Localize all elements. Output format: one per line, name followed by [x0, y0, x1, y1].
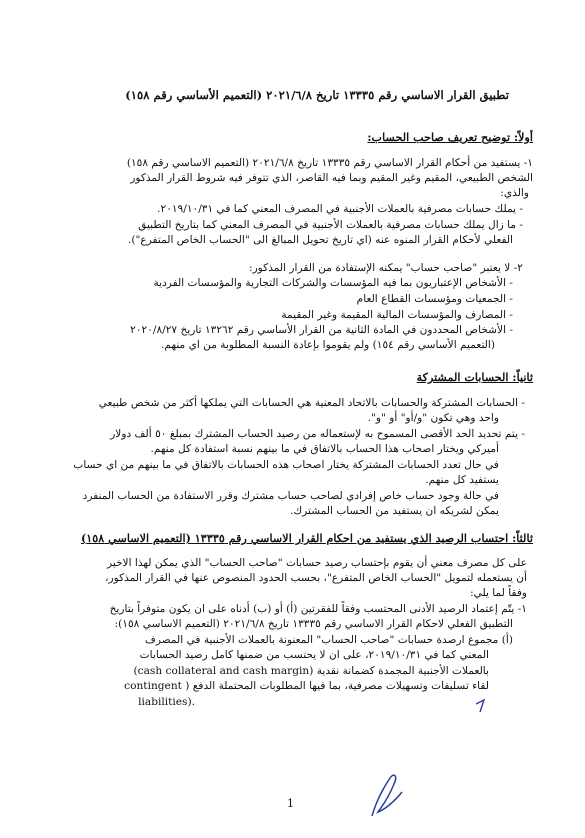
page-number: 1	[287, 797, 294, 810]
section-2-line: في حال تعدد الحسابات المشتركة يختار اصحاب هذه الحسابات بالاتفاق في ما بينهم من اي حساب	[73, 459, 499, 471]
section-3-line: وفقاً لما يلي:	[470, 587, 527, 599]
section-1-line: ٢- لا يعتبر "صاحب حساب" يمكنه الإستفادة من القرار المذكور:	[249, 262, 523, 274]
section-heading-1: أولاً: توضيح تعريف صاحب الحساب:	[367, 130, 533, 144]
section-1-line: (التعميم الأساسي رقم ١٥٤) ولم يقوموا بإعادة النسبة المطلوبة من اي منهم.	[161, 339, 495, 351]
section-3-line: liabilities).	[138, 696, 195, 708]
section-heading-3: ثالثاً: احتساب الرصيد الذي يستفيد من احكام القرار الاساسي رقم ١٣٣٣٥ (التعميم الاساسي ١٥٨)	[80, 531, 533, 545]
section-2-line: - الحسابات المشتركة والحسابات بالاتحاد المعنية هي الحسابات التي يملكها أكثر من شخص طبيعي	[98, 397, 525, 409]
section-1-line: والذي:	[500, 187, 529, 199]
handwritten-initial-mark	[360, 766, 410, 822]
section-1-line: - المصارف والمؤسسات المالية المقيمة وغير المقيمة	[281, 309, 513, 321]
section-1-line: - الأشخاص المحددون في المادة الثانية من القرار الأساسي رقم ١٣٢٦٢ تاريخ ٢٠٢٠/٨/٢٧	[130, 324, 513, 336]
section-2-line: يمكن لشريكه ان يستفيد من الحساب المشترك.	[290, 505, 499, 517]
section-3-line: لقاء تسليفات وتسهيلات مصرفية، بما فيها المطلوبات المحتملة الدفع ( contingent	[124, 680, 489, 692]
section-2-line: - يتم تحديد الحد الأقصى المسموح به لإستعماله من رصيد الحساب المشترك بمبلغ ٥٠ ألف دولار	[110, 428, 525, 440]
section-1-line: - ما زال يملك حسابات مصرفية بالعملات الأجنبية في المصرف المعني كما بتاريخ التطبيق	[138, 219, 523, 231]
section-3-line: (أ) مجموع ارصدة حسابات "صاحب الحساب" المعنونة بالعملات الأجنبية في المصرف	[144, 634, 513, 646]
section-3-line: على كل مصرف معني أن يقوم بإحتساب رصيد حسابات "صاحب الحساب" الذي يمكن لهذا الاخير	[106, 557, 527, 569]
section-1-line: الفعلي لأحكام القرار المنوه عنه (اي تاريخ تحويل المبالغ الى "الحساب الخاص المتفرع").	[128, 234, 513, 246]
handwritten-tick-mark	[470, 690, 500, 720]
section-2-line: يستفيد كل منهم.	[425, 474, 499, 486]
section-heading-2: ثانياً: الحسابات المشتركة	[416, 370, 533, 384]
section-1-line: - الأشخاص الإعتباريون بما فيه المؤسسات والشركات التجارية والمؤسسات الفردية	[153, 277, 513, 289]
section-1-line: - يملك حسابات مصرفية بالعملات الأجنبية في المصرف المعني كما في ٢٠١٩/١٠/٣١.	[157, 203, 523, 215]
section-2-line: واحد وهي تكون "و/أو" أو "و".	[367, 412, 499, 424]
section-3-line: بالعملات الأجنبية المجمدة كضمانة نقدية (cash collateral and cash margin)	[133, 665, 489, 677]
section-2-line: أميركي ويختار اصحاب هذا الحساب بالاتفاق في ما بينهم نسبة استفادة كل منهم.	[150, 443, 499, 455]
document-title: تطبيق القرار الاساسي رقم ١٣٣٣٥ تاريخ ٢٠٢١/٦/٨ (التعميم الأساسي رقم ١٥٨)	[125, 88, 509, 102]
section-1-line: الشخص الطبيعي، المقيم وغير المقيم وبما فيه القاصر، الذي تتوفر فيه شروط القرار المذكور	[130, 172, 533, 184]
section-3-line: أن يستعمله لتمويل "الحساب الخاص المتفرع"، بحسب الحدود المنصوص عنها في القرار المذكور،	[105, 572, 527, 584]
section-3-line: ١- يتّم إعتماد الرصيد الأدنى المحتسب وفقاً للفقرتين (أ) أو (ب) أدناه على ان يكون متوفراً بتاريخ	[109, 603, 527, 615]
section-3-line: المعني كما في ٢٠١٩/١٠/٣١، على ان لا يحتسب من ضمنها كامل رصيد الحسابات	[139, 649, 489, 661]
section-3-line: التطبيق الفعلي لاحكام القرار الاساسي رقم ١٣٣٣٥ تاريخ ٢٠٢١/٦/٨ (التعميم الاساسي ١٥٨):	[114, 618, 513, 630]
section-1-line: - الجمعيات ومؤسسات القطاع العام	[356, 293, 513, 305]
section-2-line: في حالة وجود حساب خاص إفرادي لصاحب حساب مشترك وقرر الاستفادة من الحساب المنفرد	[82, 490, 499, 502]
section-1-line: ١- يستفيد من أحكام القرار الاساسي رقم ١٣٣٣٥ تاريخ ٢٠٢١/٦/٨ (التعميم الاساسي رقم ١٥٨)	[126, 157, 533, 169]
